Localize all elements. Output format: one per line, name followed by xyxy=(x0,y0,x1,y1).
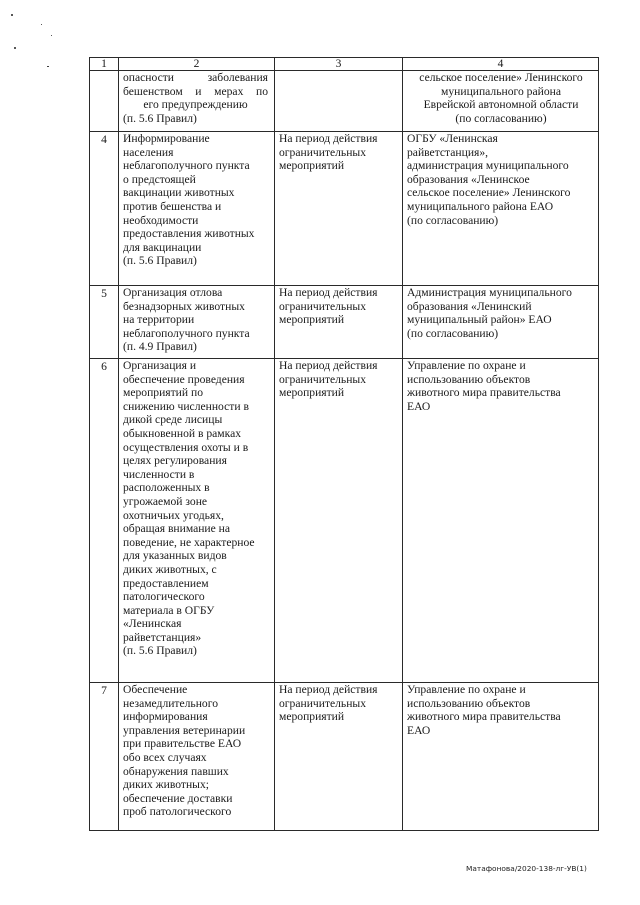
header-cell-1: 1 xyxy=(90,58,119,71)
row-number: 7 xyxy=(90,683,119,831)
table-row xyxy=(90,683,599,831)
measure-text: Информирование населения неблагополучного пункта о предстоящей вакцинации животных против бешенства и необходимости предоставления животных для вакцинации (п. 5.6 Правил) xyxy=(123,132,255,268)
responsible-cell: Управление по охране и использованию объектов животного мира правительства ЕАО xyxy=(403,683,599,831)
measure-cell xyxy=(119,71,275,132)
row-number xyxy=(90,71,119,132)
responsible-cell: Администрация муниципального образования «Ленинский муниципальный район» ЕАО (по согласованию) xyxy=(403,286,599,359)
measure-text: Обеспечение незамедлительного информирования управления ветеринарии при правительстве ЕАО обо всех случаях обнаружения павших диких животных; обеспечение доставки проб патологического xyxy=(123,683,246,819)
responsible-cell: сельское поселение» Ленинского муниципального района Еврейской автономной области (по согласованию) xyxy=(403,71,599,132)
measure-text: (п. 5.6 Правил) xyxy=(123,111,197,125)
measure-cell xyxy=(119,132,275,286)
measure-text: Организация отлова безнадзорных животных на территории неблагополучного пункта (п. 4.9 Правил) xyxy=(123,286,250,354)
table-row xyxy=(90,132,599,286)
measure-cell xyxy=(119,286,275,359)
measure-text: бешенством и мерах по xyxy=(123,84,268,98)
header-cell-4: 4 xyxy=(403,58,599,71)
measure-cell xyxy=(119,683,275,831)
responsible-cell: Управление по охране и использованию объектов животного мира правительства ЕАО xyxy=(403,359,599,683)
term-cell xyxy=(275,71,403,132)
term-cell: На период действия ограничительных мероприятий xyxy=(275,132,403,286)
scan-speck xyxy=(11,14,13,16)
measure-text: его предупреждению xyxy=(143,98,248,112)
header-cell-3: 3 xyxy=(275,58,403,71)
scan-speck xyxy=(51,35,52,36)
row-number: 4 xyxy=(90,132,119,286)
row-number: 5 xyxy=(90,286,119,359)
measures-table xyxy=(89,57,599,831)
measure-text: опасности заболевания xyxy=(123,71,268,84)
measure-text: Организация и обеспечение проведения мероприятий по снижению численности в дикой среде лисицы обыкновенной в рамках осуществления охоты и в целях регулирования численности в расположенных в угрожаемой зоне охотничьих угодьях, обращая внимание на поведение, не характерное для указанных видов диких животных, с предоставлением патологического материала в ОГБУ «Ленинская райветстанция» (п. 5.6 Правил) xyxy=(123,359,255,658)
header-cell-2: 2 xyxy=(119,58,275,71)
scan-speck xyxy=(47,66,49,67)
responsible-cell: ОГБУ «Ленинская райветстанция», администрация муниципального образования «Ленинское сельское поселение» Ленинского муниципального района ЕАО (по согласованию) xyxy=(403,132,599,286)
table-row xyxy=(90,359,599,683)
scan-speck xyxy=(41,24,42,25)
measure-cell xyxy=(119,359,275,683)
table-row xyxy=(90,71,599,132)
term-cell: На период действия ограничительных мероприятий xyxy=(275,683,403,831)
row-number: 6 xyxy=(90,359,119,683)
table-row xyxy=(90,286,599,359)
table-header-row xyxy=(90,58,599,71)
document-code: Матафонова/2020-138-лг-УВ(1) xyxy=(466,864,587,873)
scan-speck xyxy=(14,47,16,49)
term-cell: На период действия ограничительных мероприятий xyxy=(275,286,403,359)
term-cell: На период действия ограничительных мероприятий xyxy=(275,359,403,683)
